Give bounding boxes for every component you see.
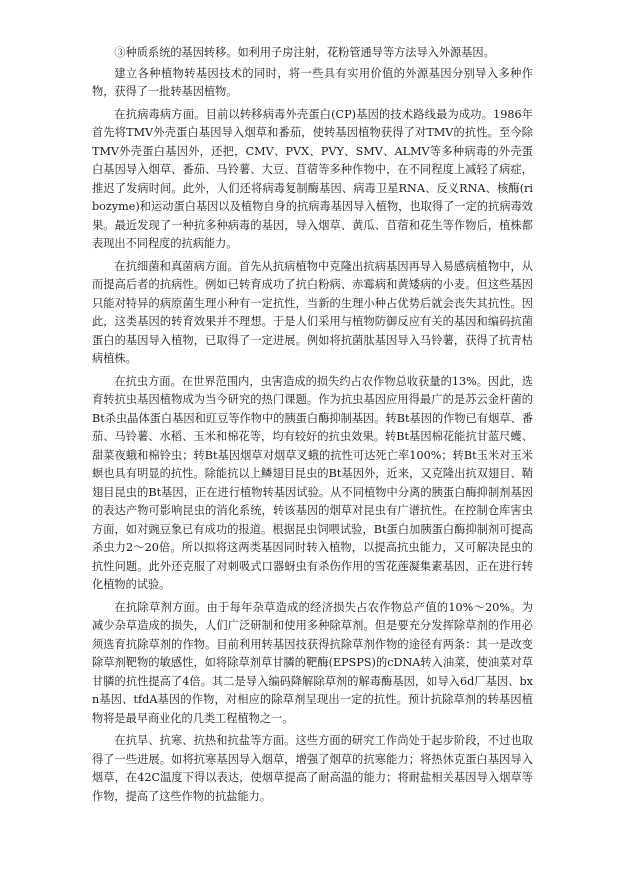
paragraph-bacteria-fungi-resistance: 在抗细菌和真菌病方面。首先从抗病植物中克隆出抗病基因再导入易感病植物中，从而提高后者的抗病性。例如已转育成功了抗白粉病、赤霉病和黄矮病的小麦。但这些基因只能对特异的病原菌生理小种有一定抗性，当新的生理小种占优势后就会丧失其抗性。因此，这类基因的转育效果并不理想。于是人们采用与植物防御反应有关的基因和编码抗菌蛋白的基因导入植物，已取得了一定进展。例如将抗菌肽基因导入马铃薯，获得了抗青枯病植株。 xyxy=(92,259,533,365)
paragraph-germplasm-transfer: ③种质系统的基因转移。如利用子房注射，花粉管通导等方法导入外源基因。 xyxy=(114,46,495,59)
paragraph-stress-resistance: 在抗旱、抗寒、抗热和抗盐等方面。这些方面的研究工作尚处于起步阶段，不过也取得了一些进展。如将抗寒基因导入烟草，增强了烟草的抗寒能力；将热休克蛋白基因导入烟草，在42C温度下得以表达，使烟草提高了耐高温的能力；将耐盐相关基因导入烟草等作物，提高了这些作物的抗盐能力。 xyxy=(92,734,533,803)
paragraph-intro: 建立各种植物转基因技术的同时，将一些具有实用价值的外源基因分别导入多种作物，获得了一批转基因植物。 xyxy=(92,66,533,98)
document-page xyxy=(92,44,533,808)
paragraph-insect-resistance: 在抗虫方面。在世界范围内，虫害造成的损失约占农作物总收获量的13%。因此，选育转抗虫基因植物成为当今研究的热门课题。作为抗虫基因应用得最广的是苏云金杆菌的Bt杀虫晶体蛋白基因和豇豆等作物中的胰蛋白酶抑制基因。转Bt基因的作物已有烟草、番茄、马铃薯、水稻、玉米和棉花等，均有较好的抗虫效果。转Bt基因棉花能抗甘蓝尺蠖、甜菜夜蛾和棉铃虫；转Bt基因烟草对烟草叉蛾的抗性可达死亡率100%；转Bt玉米对玉米螟也具有明显的抗性。除能抗以上鳞翅目昆虫的Bt基因外，近来，又克隆出抗双翅目、鞘翅目昆虫的Bt基因，正在进行植物转基因试验。从不同植物中分离的胰蛋白酶抑制剂基因的表达产物可影响昆虫的消化系统，转该基因的烟草对昆虫有广谱抗性。在控制仓库害虫方面，如对豌豆象已有成功的报道。根据昆虫饲喂试验，Bt蛋白加胰蛋白酶抑制剂可提高杀虫力2～20倍。所以拟将这两类基因同时转入植物，以提高抗虫能力，又可解决昆虫的抗性问题。此外还克服了对刺吸式口器蚜虫有杀伤作用的雪花莲凝集素基因，正在进行转化植物的试验。 xyxy=(92,374,533,591)
paragraph-virus-resistance: 在抗病毒病方面。目前以转移病毒外壳蛋白(CP)基因的技术路线最为成功。1986年首先将TMV外壳蛋白基因导入烟草和番茄，使转基因植物获得了对TMV的抗性。至今除TMV外壳蛋白基因外，还把，CMV、PVX、PVY、SMV、ALMV等多种病毒的外壳蛋白基因导入烟草、番茄、马铃薯、大豆、苜蓿等多种作物中，在不同程度上减轻了病症，推迟了发病时间。此外，人们还将病毒复制酶基因、病毒卫星RNA、反义RNA、核酶(ribozyme)和运动蛋白基因以及植物自身的抗病毒基因导入植物，也取得了一定的抗病毒效果。最近发现了一种抗多种病毒的基因，导入烟草、黄瓜、苜蓿和花生等作物后，植株都表现出不同程度的抗病能力。 xyxy=(92,107,533,250)
paragraph-herbicide-resistance: 在抗除草剂方面。由于每年杂草造成的经济损失占农作物总产值的10%～20%。为减少杂草造成的损失，人们广泛研制和使用多种除草剂。但是要充分发挥除草剂的作用必须选育抗除草剂的作物。目前利用转基因技获得抗除草剂作物的途径有两条：其一是改变除草剂靶物的敏感性，如将除草剂草甘膦的靶酶(EPSPS)的cDNA转入油菜，使油菜对草甘膦的抗性提高了4倍。其二是导入编码降解除草剂的解毒酶基因，如导入6d厂基因、bxn基因、tfdA基因的作物，对相应的除草剂呈现出一定的抗性。预计抗除草剂的转基因植物将是最早商业化的几类工程植物之一。 xyxy=(92,600,533,725)
